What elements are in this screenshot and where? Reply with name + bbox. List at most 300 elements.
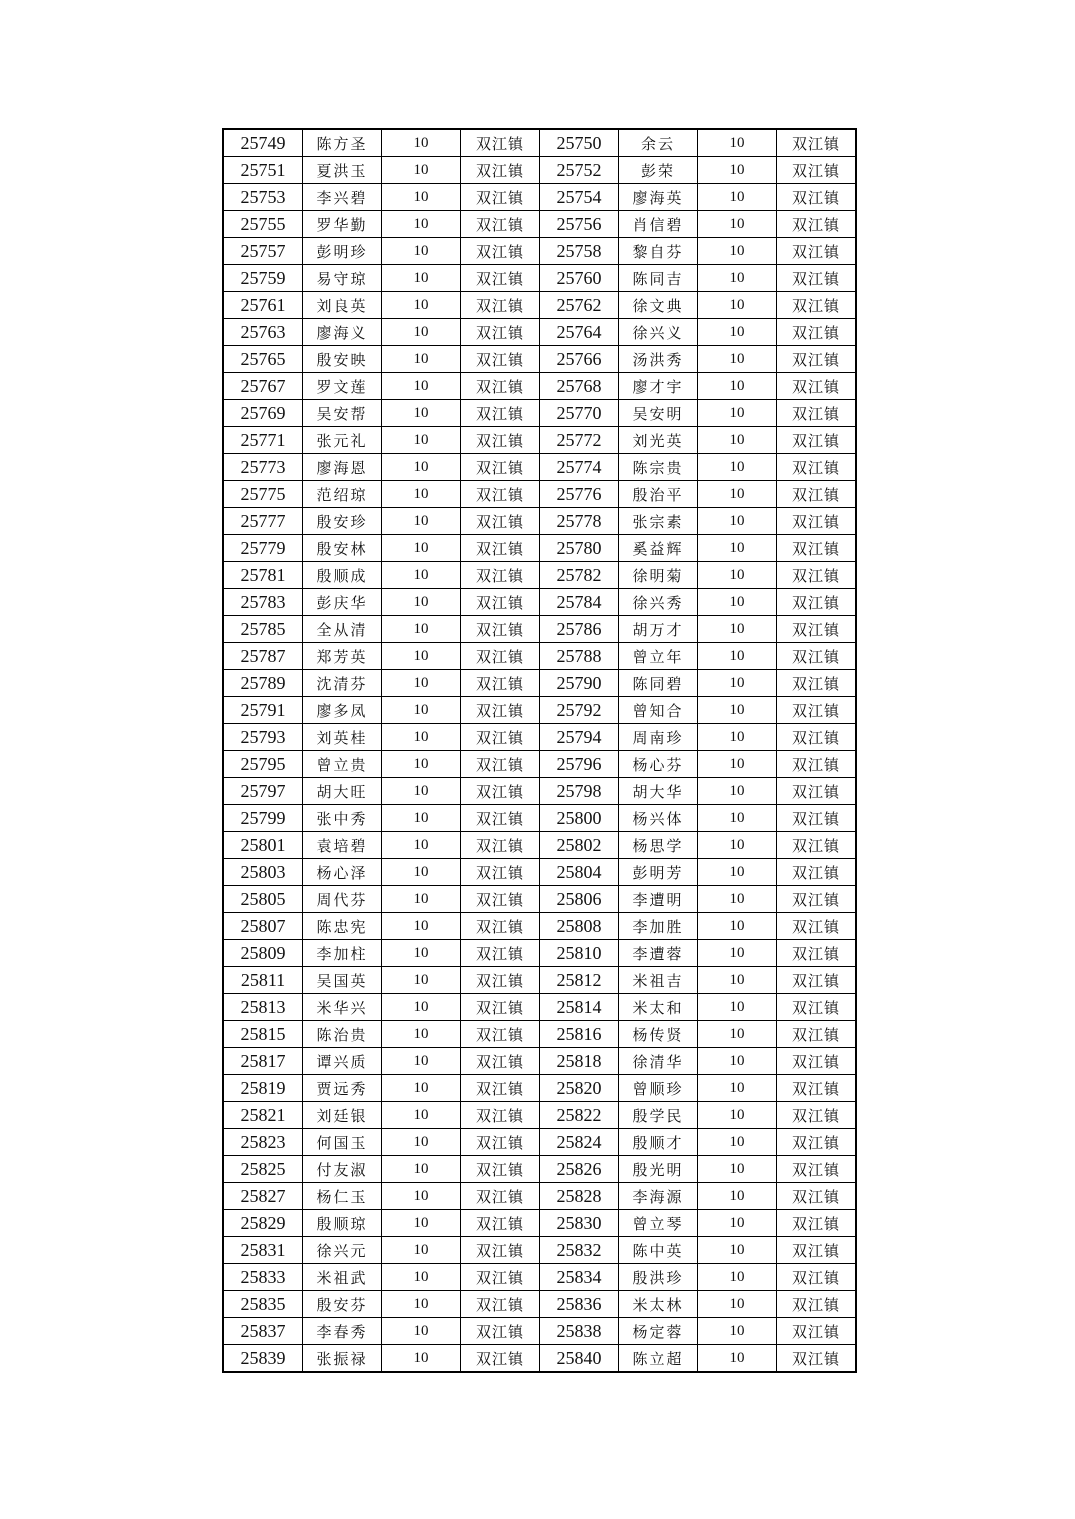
person-name-cell: 杨仁玉 [303, 1183, 382, 1210]
table-row [223, 454, 856, 481]
table-row [223, 562, 856, 589]
person-name-cell: 周南珍 [619, 724, 698, 751]
person-name-cell: 杨兴体 [619, 805, 698, 832]
person-name-cell: 徐兴秀 [619, 589, 698, 616]
table-row [223, 1345, 856, 1373]
person-name-cell: 贾远秀 [303, 1075, 382, 1102]
town-cell: 双江镇 [777, 265, 857, 292]
record-number-cell: 25778 [540, 508, 619, 535]
amount-cell: 10 [382, 1210, 461, 1237]
table-row [223, 697, 856, 724]
town-cell: 双江镇 [777, 292, 857, 319]
town-cell: 双江镇 [777, 1345, 857, 1373]
town-cell: 双江镇 [461, 616, 540, 643]
amount-cell: 10 [698, 562, 777, 589]
town-cell: 双江镇 [777, 508, 857, 535]
table-row [223, 1156, 856, 1183]
town-cell: 双江镇 [461, 1102, 540, 1129]
town-cell: 双江镇 [461, 940, 540, 967]
record-number-cell: 25826 [540, 1156, 619, 1183]
town-cell: 双江镇 [461, 454, 540, 481]
amount-cell: 10 [698, 238, 777, 265]
record-number-cell: 25783 [223, 589, 303, 616]
amount-cell: 10 [382, 1264, 461, 1291]
person-name-cell: 殷安映 [303, 346, 382, 373]
person-name-cell: 张振禄 [303, 1345, 382, 1373]
person-name-cell: 何国玉 [303, 1129, 382, 1156]
town-cell: 双江镇 [461, 886, 540, 913]
amount-cell: 10 [698, 1075, 777, 1102]
amount-cell: 10 [382, 751, 461, 778]
amount-cell: 10 [698, 643, 777, 670]
person-name-cell: 曾顺珍 [619, 1075, 698, 1102]
record-number-cell: 25833 [223, 1264, 303, 1291]
person-name-cell: 刘光英 [619, 427, 698, 454]
amount-cell: 10 [698, 616, 777, 643]
amount-cell: 10 [382, 994, 461, 1021]
amount-cell: 10 [382, 184, 461, 211]
record-number-cell: 25784 [540, 589, 619, 616]
amount-cell: 10 [382, 129, 461, 157]
record-number-cell: 25823 [223, 1129, 303, 1156]
person-name-cell: 郑芳英 [303, 643, 382, 670]
record-number-cell: 25762 [540, 292, 619, 319]
person-name-cell: 杨心泽 [303, 859, 382, 886]
town-cell: 双江镇 [461, 129, 540, 157]
town-cell: 双江镇 [461, 724, 540, 751]
person-name-cell: 陈立超 [619, 1345, 698, 1373]
person-name-cell: 殷光明 [619, 1156, 698, 1183]
table-row [223, 1075, 856, 1102]
table-row [223, 184, 856, 211]
person-name-cell: 张宗素 [619, 508, 698, 535]
record-number-cell: 25785 [223, 616, 303, 643]
record-number-cell: 25791 [223, 697, 303, 724]
amount-cell: 10 [698, 184, 777, 211]
table-row [223, 129, 856, 157]
record-number-cell: 25750 [540, 129, 619, 157]
person-name-cell: 杨传贤 [619, 1021, 698, 1048]
amount-cell: 10 [698, 940, 777, 967]
record-number-cell: 25776 [540, 481, 619, 508]
person-name-cell: 袁培碧 [303, 832, 382, 859]
amount-cell: 10 [698, 1345, 777, 1373]
town-cell: 双江镇 [777, 994, 857, 1021]
record-number-cell: 25774 [540, 454, 619, 481]
person-name-cell: 胡大旺 [303, 778, 382, 805]
person-name-cell: 殷顺琼 [303, 1210, 382, 1237]
amount-cell: 10 [382, 1102, 461, 1129]
town-cell: 双江镇 [777, 184, 857, 211]
record-number-cell: 25788 [540, 643, 619, 670]
table-row [223, 832, 856, 859]
record-number-cell: 25825 [223, 1156, 303, 1183]
amount-cell: 10 [698, 454, 777, 481]
amount-cell: 10 [698, 157, 777, 184]
town-cell: 双江镇 [777, 211, 857, 238]
record-number-cell: 25813 [223, 994, 303, 1021]
table-row [223, 886, 856, 913]
table-row [223, 805, 856, 832]
record-number-cell: 25807 [223, 913, 303, 940]
record-number-cell: 25760 [540, 265, 619, 292]
amount-cell: 10 [382, 292, 461, 319]
record-number-cell: 25782 [540, 562, 619, 589]
record-number-cell: 25822 [540, 1102, 619, 1129]
town-cell: 双江镇 [777, 832, 857, 859]
town-cell: 双江镇 [777, 1237, 857, 1264]
person-name-cell: 夏洪玉 [303, 157, 382, 184]
record-number-cell: 25756 [540, 211, 619, 238]
person-name-cell: 罗华勤 [303, 211, 382, 238]
town-cell: 双江镇 [461, 427, 540, 454]
person-name-cell: 杨定蓉 [619, 1318, 698, 1345]
town-cell: 双江镇 [777, 1129, 857, 1156]
amount-cell: 10 [698, 832, 777, 859]
person-name-cell: 李遭蓉 [619, 940, 698, 967]
town-cell: 双江镇 [461, 346, 540, 373]
person-name-cell: 米太林 [619, 1291, 698, 1318]
record-number-cell: 25765 [223, 346, 303, 373]
record-number-cell: 25753 [223, 184, 303, 211]
town-cell: 双江镇 [777, 1291, 857, 1318]
town-cell: 双江镇 [777, 1183, 857, 1210]
town-cell: 双江镇 [777, 724, 857, 751]
amount-cell: 10 [698, 589, 777, 616]
record-number-cell: 25836 [540, 1291, 619, 1318]
town-cell: 双江镇 [777, 805, 857, 832]
amount-cell: 10 [698, 1183, 777, 1210]
table-row [223, 1183, 856, 1210]
person-name-cell: 李海源 [619, 1183, 698, 1210]
amount-cell: 10 [382, 562, 461, 589]
person-name-cell: 陈治贵 [303, 1021, 382, 1048]
record-number-cell: 25812 [540, 967, 619, 994]
town-cell: 双江镇 [461, 238, 540, 265]
town-cell: 双江镇 [777, 967, 857, 994]
amount-cell: 10 [382, 400, 461, 427]
record-number-cell: 25832 [540, 1237, 619, 1264]
record-number-cell: 25816 [540, 1021, 619, 1048]
table-row [223, 994, 856, 1021]
table-row [223, 1102, 856, 1129]
table-row [223, 373, 856, 400]
person-name-cell: 李兴碧 [303, 184, 382, 211]
amount-cell: 10 [382, 805, 461, 832]
record-number-cell: 25814 [540, 994, 619, 1021]
table-row [223, 508, 856, 535]
roster-table [222, 128, 857, 1373]
town-cell: 双江镇 [461, 319, 540, 346]
amount-cell: 10 [382, 1183, 461, 1210]
record-number-cell: 25838 [540, 1318, 619, 1345]
record-number-cell: 25806 [540, 886, 619, 913]
record-number-cell: 25799 [223, 805, 303, 832]
town-cell: 双江镇 [461, 1264, 540, 1291]
person-name-cell: 付友淑 [303, 1156, 382, 1183]
record-number-cell: 25817 [223, 1048, 303, 1075]
person-name-cell: 徐清华 [619, 1048, 698, 1075]
record-number-cell: 25835 [223, 1291, 303, 1318]
table-row [223, 427, 856, 454]
town-cell: 双江镇 [461, 508, 540, 535]
amount-cell: 10 [698, 1318, 777, 1345]
record-number-cell: 25768 [540, 373, 619, 400]
town-cell: 双江镇 [777, 589, 857, 616]
town-cell: 双江镇 [777, 697, 857, 724]
amount-cell: 10 [698, 211, 777, 238]
amount-cell: 10 [698, 805, 777, 832]
town-cell: 双江镇 [777, 238, 857, 265]
person-name-cell: 廖海义 [303, 319, 382, 346]
record-number-cell: 25828 [540, 1183, 619, 1210]
record-number-cell: 25797 [223, 778, 303, 805]
amount-cell: 10 [382, 1156, 461, 1183]
person-name-cell: 陈忠宪 [303, 913, 382, 940]
person-name-cell: 殷安珍 [303, 508, 382, 535]
person-name-cell: 殷安林 [303, 535, 382, 562]
town-cell: 双江镇 [777, 670, 857, 697]
person-name-cell: 廖海英 [619, 184, 698, 211]
amount-cell: 10 [382, 535, 461, 562]
amount-cell: 10 [382, 1075, 461, 1102]
amount-cell: 10 [698, 859, 777, 886]
amount-cell: 10 [382, 1021, 461, 1048]
amount-cell: 10 [382, 670, 461, 697]
amount-cell: 10 [698, 481, 777, 508]
town-cell: 双江镇 [461, 832, 540, 859]
amount-cell: 10 [698, 1129, 777, 1156]
table-row [223, 643, 856, 670]
table-row [223, 1291, 856, 1318]
town-cell: 双江镇 [461, 265, 540, 292]
table-row [223, 1237, 856, 1264]
record-number-cell: 25800 [540, 805, 619, 832]
person-name-cell: 徐文典 [619, 292, 698, 319]
record-number-cell: 25770 [540, 400, 619, 427]
town-cell: 双江镇 [461, 589, 540, 616]
town-cell: 双江镇 [461, 859, 540, 886]
table-row [223, 616, 856, 643]
record-number-cell: 25840 [540, 1345, 619, 1373]
record-number-cell: 25830 [540, 1210, 619, 1237]
person-name-cell: 李遭明 [619, 886, 698, 913]
town-cell: 双江镇 [461, 157, 540, 184]
amount-cell: 10 [698, 913, 777, 940]
amount-cell: 10 [382, 778, 461, 805]
person-name-cell: 陈宗贵 [619, 454, 698, 481]
amount-cell: 10 [698, 319, 777, 346]
town-cell: 双江镇 [777, 778, 857, 805]
town-cell: 双江镇 [777, 886, 857, 913]
town-cell: 双江镇 [461, 913, 540, 940]
town-cell: 双江镇 [461, 1021, 540, 1048]
record-number-cell: 25754 [540, 184, 619, 211]
table-row [223, 535, 856, 562]
person-name-cell: 李加胜 [619, 913, 698, 940]
table-row [223, 589, 856, 616]
town-cell: 双江镇 [777, 1264, 857, 1291]
record-number-cell: 25758 [540, 238, 619, 265]
record-number-cell: 25827 [223, 1183, 303, 1210]
table-row [223, 778, 856, 805]
record-number-cell: 25801 [223, 832, 303, 859]
record-number-cell: 25757 [223, 238, 303, 265]
record-number-cell: 25787 [223, 643, 303, 670]
amount-cell: 10 [382, 454, 461, 481]
town-cell: 双江镇 [777, 454, 857, 481]
record-number-cell: 25781 [223, 562, 303, 589]
amount-cell: 10 [698, 994, 777, 1021]
record-number-cell: 25751 [223, 157, 303, 184]
town-cell: 双江镇 [461, 697, 540, 724]
amount-cell: 10 [382, 1291, 461, 1318]
amount-cell: 10 [698, 724, 777, 751]
amount-cell: 10 [382, 589, 461, 616]
record-number-cell: 25810 [540, 940, 619, 967]
person-name-cell: 曾立年 [619, 643, 698, 670]
town-cell: 双江镇 [777, 157, 857, 184]
town-cell: 双江镇 [461, 481, 540, 508]
table-row [223, 670, 856, 697]
person-name-cell: 米华兴 [303, 994, 382, 1021]
table-row [223, 1021, 856, 1048]
table-row [223, 292, 856, 319]
amount-cell: 10 [382, 859, 461, 886]
person-name-cell: 廖海恩 [303, 454, 382, 481]
table-row [223, 1048, 856, 1075]
record-number-cell: 25780 [540, 535, 619, 562]
town-cell: 双江镇 [461, 1156, 540, 1183]
record-number-cell: 25767 [223, 373, 303, 400]
town-cell: 双江镇 [461, 1129, 540, 1156]
person-name-cell: 黎自芬 [619, 238, 698, 265]
amount-cell: 10 [698, 508, 777, 535]
town-cell: 双江镇 [777, 1021, 857, 1048]
person-name-cell: 吴安帮 [303, 400, 382, 427]
record-number-cell: 25811 [223, 967, 303, 994]
person-name-cell: 周代芬 [303, 886, 382, 913]
person-name-cell: 易守琼 [303, 265, 382, 292]
record-number-cell: 25786 [540, 616, 619, 643]
amount-cell: 10 [382, 1048, 461, 1075]
table-row [223, 724, 856, 751]
town-cell: 双江镇 [461, 1345, 540, 1373]
town-cell: 双江镇 [461, 1318, 540, 1345]
amount-cell: 10 [698, 1291, 777, 1318]
town-cell: 双江镇 [461, 211, 540, 238]
person-name-cell: 杨心芬 [619, 751, 698, 778]
table-row [223, 1129, 856, 1156]
town-cell: 双江镇 [777, 400, 857, 427]
table-row [223, 1210, 856, 1237]
record-number-cell: 25796 [540, 751, 619, 778]
person-name-cell: 李加柱 [303, 940, 382, 967]
amount-cell: 10 [698, 346, 777, 373]
town-cell: 双江镇 [777, 940, 857, 967]
amount-cell: 10 [382, 1237, 461, 1264]
amount-cell: 10 [698, 292, 777, 319]
town-cell: 双江镇 [461, 751, 540, 778]
person-name-cell: 胡大华 [619, 778, 698, 805]
amount-cell: 10 [698, 886, 777, 913]
person-name-cell: 徐兴义 [619, 319, 698, 346]
town-cell: 双江镇 [777, 373, 857, 400]
amount-cell: 10 [382, 346, 461, 373]
amount-cell: 10 [698, 1102, 777, 1129]
person-name-cell: 殷治平 [619, 481, 698, 508]
record-number-cell: 25790 [540, 670, 619, 697]
town-cell: 双江镇 [777, 1318, 857, 1345]
person-name-cell: 杨思学 [619, 832, 698, 859]
town-cell: 双江镇 [777, 616, 857, 643]
amount-cell: 10 [698, 1264, 777, 1291]
amount-cell: 10 [382, 616, 461, 643]
person-name-cell: 谭兴质 [303, 1048, 382, 1075]
person-name-cell: 全从清 [303, 616, 382, 643]
record-number-cell: 25819 [223, 1075, 303, 1102]
record-number-cell: 25772 [540, 427, 619, 454]
record-number-cell: 25815 [223, 1021, 303, 1048]
record-number-cell: 25755 [223, 211, 303, 238]
record-number-cell: 25839 [223, 1345, 303, 1373]
town-cell: 双江镇 [777, 319, 857, 346]
town-cell: 双江镇 [461, 994, 540, 1021]
table-row [223, 238, 856, 265]
amount-cell: 10 [382, 157, 461, 184]
table-row [223, 1264, 856, 1291]
amount-cell: 10 [382, 427, 461, 454]
amount-cell: 10 [698, 967, 777, 994]
town-cell: 双江镇 [777, 1210, 857, 1237]
table-row [223, 967, 856, 994]
person-name-cell: 李春秀 [303, 1318, 382, 1345]
town-cell: 双江镇 [777, 1075, 857, 1102]
person-name-cell: 陈同吉 [619, 265, 698, 292]
amount-cell: 10 [698, 427, 777, 454]
person-name-cell: 曾知合 [619, 697, 698, 724]
amount-cell: 10 [382, 211, 461, 238]
town-cell: 双江镇 [461, 400, 540, 427]
person-name-cell: 陈同碧 [619, 670, 698, 697]
person-name-cell: 余云 [619, 129, 698, 157]
table-row [223, 1318, 856, 1345]
amount-cell: 10 [698, 1210, 777, 1237]
amount-cell: 10 [382, 1129, 461, 1156]
amount-cell: 10 [698, 697, 777, 724]
town-cell: 双江镇 [777, 859, 857, 886]
person-name-cell: 彭荣 [619, 157, 698, 184]
table-row [223, 265, 856, 292]
person-name-cell: 范绍琼 [303, 481, 382, 508]
amount-cell: 10 [698, 1156, 777, 1183]
person-name-cell: 汤洪秀 [619, 346, 698, 373]
record-number-cell: 25763 [223, 319, 303, 346]
record-number-cell: 25779 [223, 535, 303, 562]
record-number-cell: 25764 [540, 319, 619, 346]
town-cell: 双江镇 [461, 292, 540, 319]
person-name-cell: 刘良英 [303, 292, 382, 319]
amount-cell: 10 [382, 967, 461, 994]
person-name-cell: 徐兴元 [303, 1237, 382, 1264]
person-name-cell: 廖才宇 [619, 373, 698, 400]
person-name-cell: 刘英桂 [303, 724, 382, 751]
person-name-cell: 殷学民 [619, 1102, 698, 1129]
person-name-cell: 曾立琴 [619, 1210, 698, 1237]
record-number-cell: 25829 [223, 1210, 303, 1237]
record-number-cell: 25789 [223, 670, 303, 697]
amount-cell: 10 [698, 670, 777, 697]
